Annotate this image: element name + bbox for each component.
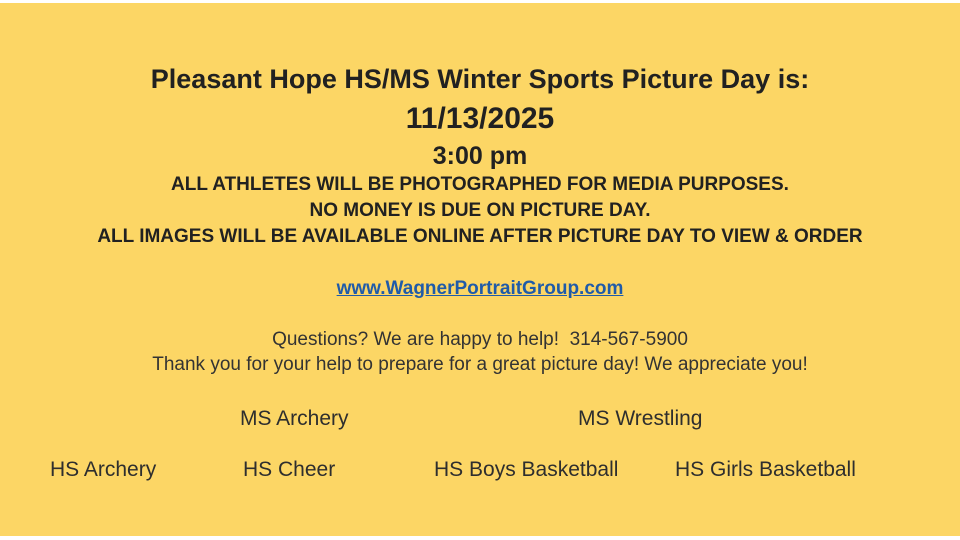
sport-hs-archery: HS Archery [50, 458, 157, 481]
picture-day-time: 3:00 pm [432, 142, 528, 170]
sport-ms-wrestling: MS Wrestling [578, 407, 703, 430]
flyer-slide [0, 3, 960, 536]
picture-day-date: 11/13/2025 [405, 102, 555, 135]
sport-hs-cheer: HS Cheer [243, 458, 336, 481]
notice-lines [0, 172, 960, 250]
questions-phone-line: Questions? We are happy to help! 314-567-5900 [272, 329, 688, 350]
website-link[interactable]: www.WagnerPortraitGroup.com [336, 278, 624, 299]
sport-ms-archery: MS Archery [240, 407, 349, 430]
notice-media-purposes: ALL ATHLETES WILL BE PHOTOGRAPHED FOR MEDIA PURPOSES. [171, 174, 789, 195]
sport-hs-boys-basketball: HS Boys Basketball [434, 458, 619, 481]
notice-images-online: ALL IMAGES WILL BE AVAILABLE ONLINE AFTER PICTURE DAY TO VIEW & ORDER [97, 226, 863, 247]
sport-hs-girls-basketball: HS Girls Basketball [675, 458, 856, 481]
website-row [0, 278, 960, 300]
page-title: Pleasant Hope HS/MS Winter Sports Picture Day is: [150, 64, 810, 94]
thank-you-line: Thank you for your help to prepare for a great picture day! We appreciate you! [152, 354, 808, 375]
notice-no-money: NO MONEY IS DUE ON PICTURE DAY. [309, 200, 651, 221]
